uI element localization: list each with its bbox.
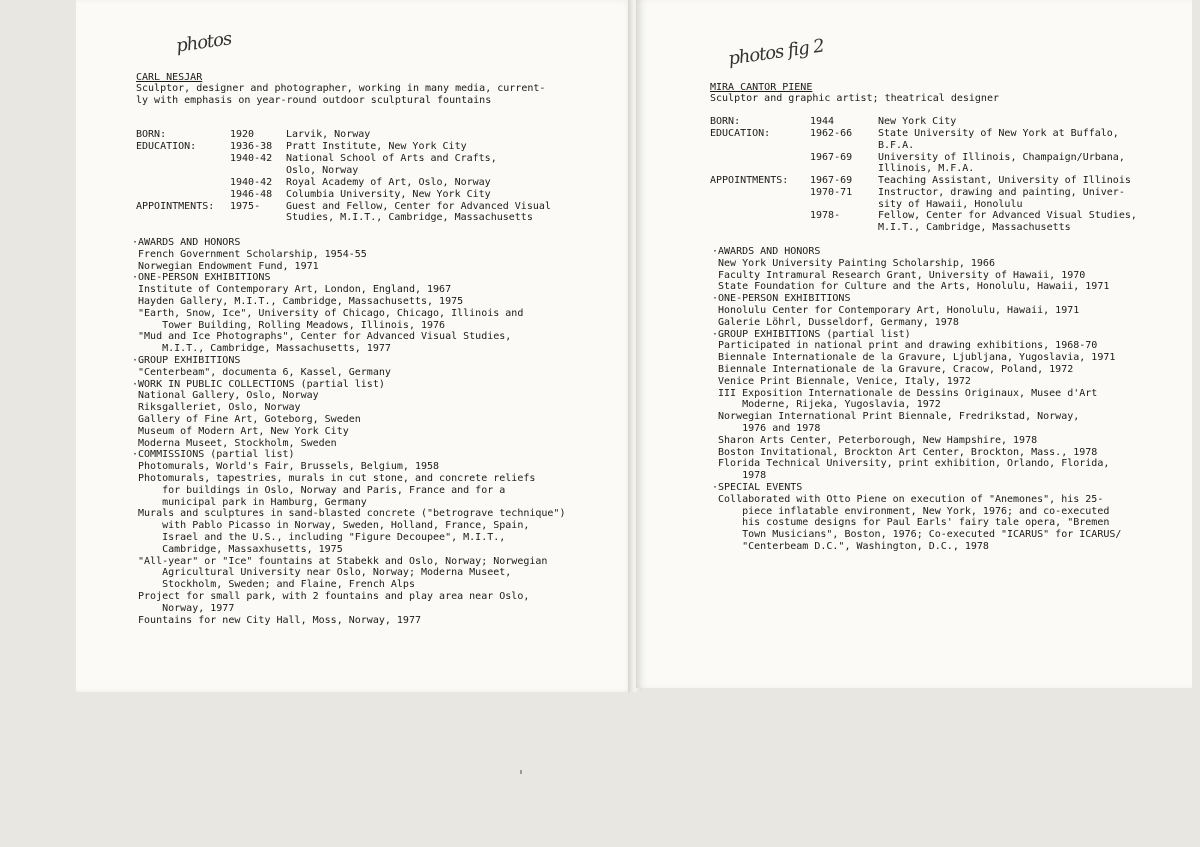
- bio-year: 1920: [230, 129, 255, 140]
- bio-year: 1946-48: [230, 189, 273, 200]
- section-entry: Norwegian Endowment Fund, 1971: [132, 260, 319, 272]
- section-entry: Moderne, Rijeka, Yugoslavia, 1972: [712, 399, 941, 411]
- bio-text: B.F.A.: [878, 140, 915, 151]
- section-heading: ·ONE-PERSON EXHIBITIONS: [712, 293, 851, 305]
- section-entry: State Foundation for Culture and the Arts, Honolulu, Hawaii, 1971: [712, 281, 1110, 293]
- right-sections: [712, 246, 1121, 553]
- section-entry: Sharon Arts Center, Peterborough, New Hampshire, 1978: [712, 434, 1038, 446]
- bio-text: National School of Arts and Crafts,: [286, 153, 497, 164]
- artist-description-line: Sculptor and graphic artist; theatrical designer: [710, 93, 999, 104]
- bio-label: BORN:: [710, 116, 741, 127]
- section-entry: municipal park in Hamburg, Germany: [132, 496, 367, 508]
- section-entry: "Mud and Ice Photographs", Center for Advanced Visual Studies,: [132, 331, 512, 343]
- section-entry: Riksgalleriet, Oslo, Norway: [132, 402, 301, 414]
- section-entry: Boston Invitational, Brockton Art Center, Brockton, Mass., 1978: [712, 446, 1098, 458]
- section-entry: Tower Building, Rolling Meadows, Illinois, 1976: [132, 319, 446, 331]
- section-entry: National Gallery, Oslo, Norway: [132, 390, 319, 402]
- section-entry: Photomurals, tapestries, murals in cut stone, and concrete reliefs: [132, 472, 536, 484]
- bio-label: EDUCATION:: [136, 141, 197, 152]
- left-page: [76, 0, 636, 692]
- section-entry: Norway, 1977: [132, 602, 235, 614]
- bio-text: New York City: [878, 116, 957, 127]
- section-entry: Town Musicians", Boston, 1976; Co-executed "ICARUS" for ICARUS/: [712, 529, 1122, 541]
- section-entry: Photomurals, World's Fair, Brussels, Belgium, 1958: [132, 461, 440, 473]
- section-entry: Honolulu Center for Contemporary Art, Honolulu, Hawaii, 1971: [712, 304, 1080, 316]
- section-entry: Venice Print Biennale, Venice, Italy, 1972: [712, 375, 971, 387]
- section-entry: Norwegian International Print Biennale, Fredrikstad, Norway,: [712, 411, 1080, 423]
- artist-description-line: Sculptor, designer and photographer, working in many media, current-: [136, 83, 546, 94]
- bio-text: Guest and Fellow, Center for Advanced Visual: [286, 201, 551, 212]
- section-entry: Stockholm, Sweden; and Flaine, French Alps: [132, 579, 415, 591]
- bio-label: APPOINTMENTS:: [136, 201, 215, 212]
- section-entry: his costume designs for Paul Earls' fairy tale opera, "Bremen: [712, 517, 1110, 529]
- section-entry: for buildings in Oslo, Norway and Paris, France and for a: [132, 484, 506, 496]
- section-heading: ·COMMISSIONS (partial list): [132, 449, 295, 461]
- section-entry: Fountains for new City Hall, Moss, Norway, 1977: [132, 614, 421, 626]
- bio-label: APPOINTMENTS:: [710, 175, 789, 186]
- bio-year: 1936-38: [230, 141, 273, 152]
- section-entry: Gallery of Fine Art, Goteborg, Sweden: [132, 413, 361, 425]
- section-entry: Biennale Internationale de la Gravure, Ljubljana, Yugoslavia, 1971: [712, 352, 1116, 364]
- bio-text: M.I.T., Cambridge, Massachusetts: [878, 222, 1071, 233]
- bio-text: State University of New York at Buffalo,: [878, 128, 1119, 139]
- section-entry: Florida Technical University, print exhibition, Orlando, Florida,: [712, 458, 1110, 470]
- artist-name: CARL NESJAR: [136, 72, 203, 83]
- bio-year: 1940-42: [230, 153, 273, 164]
- section-entry: Biennale Internationale de la Gravure, Cracow, Poland, 1972: [712, 363, 1074, 375]
- bio-text: Columbia University, New York City: [286, 189, 491, 200]
- bio-text: Teaching Assistant, University of Illinois: [878, 175, 1131, 186]
- section-entry: "Earth, Snow, Ice", University of Chicago, Chicago, Illinois and: [132, 307, 524, 319]
- section-entry: Cambridge, Massaxhusetts, 1975: [132, 543, 343, 555]
- section-entry: Project for small park, with 2 fountains and play area near Oslo,: [132, 590, 530, 602]
- bio-text: Instructor, drawing and painting, Univer-: [878, 187, 1125, 198]
- bio-text: Oslo, Norway: [286, 165, 359, 176]
- bio-year: 1970-71: [810, 187, 853, 198]
- artist-name: MIRA CANTOR PIENE: [710, 82, 813, 93]
- section-heading: ·SPECIAL EVENTS: [712, 481, 803, 493]
- bio-text: sity of Hawaii, Honolulu: [878, 199, 1023, 210]
- left-sections: [132, 237, 565, 626]
- section-entry: "All-year" or "Ice" fountains at Stabekk and Oslo, Norway; Norwegian: [132, 555, 548, 567]
- scan-mark: [520, 770, 522, 774]
- section-entry: French Government Scholarship, 1954-55: [132, 248, 367, 260]
- section-entry: Faculty Intramural Research Grant, University of Hawaii, 1970: [712, 269, 1086, 281]
- section-heading: ·ONE-PERSON EXHIBITIONS: [132, 272, 271, 284]
- section-entry: Museum of Modern Art, New York City: [132, 425, 349, 437]
- bio-label: BORN:: [136, 129, 167, 140]
- section-entry: Hayden Gallery, M.I.T., Cambridge, Massachusetts, 1975: [132, 295, 464, 307]
- section-entry: with Pablo Picasso in Norway, Sweden, Holland, France, Spain,: [132, 520, 530, 532]
- bio-text: Studies, M.I.T., Cambridge, Massachusetts: [286, 212, 533, 223]
- section-heading: ·AWARDS AND HONORS: [132, 237, 241, 248]
- section-entry: "Centerbeam", documenta 6, Kassel, Germany: [132, 366, 391, 378]
- section-entry: piece inflatable environment, New York, 1976; and co-executed: [712, 505, 1110, 517]
- section-entry: Murals and sculptures in sand-blasted concrete ("betrograve technique"): [132, 508, 566, 520]
- right-page: [636, 0, 1192, 688]
- bio-year: 1967-69: [810, 175, 853, 186]
- bio-year: 1975-: [230, 201, 261, 212]
- section-entry: Participated in national print and drawing exhibitions, 1968-70: [712, 340, 1098, 352]
- section-entry: Galerie Löhrl, Dusseldorf, Germany, 1978: [712, 316, 959, 328]
- section-entry: III Exposition Internationale de Dessins Originaux, Musee d'Art: [712, 387, 1098, 399]
- section-entry: "Centerbeam D.C.", Washington, D.C., 1978: [712, 540, 989, 552]
- section-entry: Institute of Contemporary Art, London, England, 1967: [132, 284, 452, 296]
- handwritten-annotation: photos fig 2: [727, 35, 826, 70]
- section-heading: ·WORK IN PUBLIC COLLECTIONS (partial list): [132, 378, 385, 390]
- section-entry: Moderna Museet, Stockholm, Sweden: [132, 437, 337, 449]
- bio-text: University of Illinois, Champaign/Urbana,: [878, 152, 1125, 163]
- bio-text: Larvik, Norway: [286, 129, 371, 140]
- artist-description-line: ly with emphasis on year-round outdoor sculptural fountains: [136, 95, 492, 106]
- bio-year: 1967-69: [810, 152, 853, 163]
- bio-label: EDUCATION:: [710, 128, 771, 139]
- section-entry: Israel and the U.S., including "Figure Decoupee", M.I.T.,: [132, 531, 506, 543]
- bio-text: Fellow, Center for Advanced Visual Studies,: [878, 210, 1137, 221]
- section-heading: ·GROUP EXHIBITIONS: [132, 354, 241, 366]
- section-heading: ·GROUP EXHIBITIONS (partial list): [712, 328, 911, 340]
- section-entry: M.I.T., Cambridge, Massachusetts, 1977: [132, 343, 391, 355]
- bio-text: Pratt Institute, New York City: [286, 141, 467, 152]
- bio-text: Illinois, M.F.A.: [878, 163, 975, 174]
- section-entry: 1976 and 1978: [712, 422, 821, 434]
- bio-year: 1978-: [810, 210, 841, 221]
- bio-year: 1940-42: [230, 177, 273, 188]
- bio-text: Royal Academy of Art, Oslo, Norway: [286, 177, 491, 188]
- section-entry: Collaborated with Otto Piene on execution of "Anemones", his 25-: [712, 493, 1104, 505]
- section-entry: New York University Painting Scholarship, 1966: [712, 257, 995, 269]
- bio-year: 1962-66: [810, 128, 853, 139]
- section-heading: ·AWARDS AND HONORS: [712, 246, 821, 257]
- bio-year: 1944: [810, 116, 835, 127]
- handwritten-annotation: photos: [174, 28, 233, 57]
- section-entry: Agricultural University near Oslo, Norway; Moderna Museet,: [132, 567, 512, 579]
- section-entry: 1978: [712, 470, 767, 482]
